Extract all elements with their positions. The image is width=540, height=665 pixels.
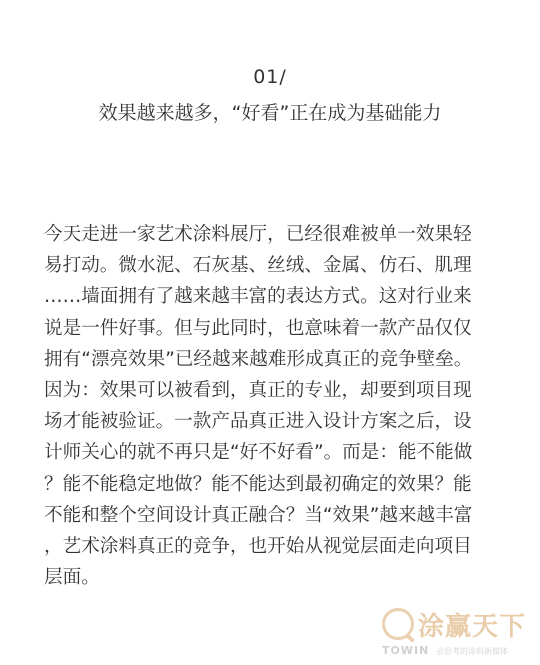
- paragraph-line: 不能和整个空间设计真正融合？当“效果”越来越丰富: [44, 504, 473, 526]
- paragraph-line: ？能不能稳定地做？能不能达到最初确定的效果？能: [44, 473, 472, 495]
- paragraph-line: ，艺术涂料真正的竞争，也开始从视觉层面走向项目: [44, 536, 472, 558]
- towin-watermark: [382, 606, 532, 658]
- watermark-brand-en: TOWIN: [382, 644, 430, 657]
- paragraph-line: 计师关心的就不再只是“好不好看”。而是：能不能做: [44, 442, 473, 464]
- paragraph-line: 场才能被验证。一款产品真正进入设计方案之后，设: [44, 411, 472, 433]
- paragraph-line: 拥有“漂亮效果”已经越来越难形成真正的竞争壁垒。: [44, 348, 473, 370]
- paragraph-line: 今天走进一家艺术涂料展厅，已经很难被单一效果轻: [44, 224, 472, 245]
- paragraph-line: 说是一件好事。但与此同时，也意味着一款产品仅仅: [44, 317, 472, 339]
- towin-logo-icon: [382, 608, 414, 640]
- paragraph-line: ……墙面拥有了越来越丰富的表达方式。这对行业来: [44, 286, 472, 308]
- paragraph-line: 因为：效果可以被看到，真正的专业，却要到项目现: [44, 380, 472, 402]
- section-number: 01/: [253, 66, 287, 88]
- watermark-brand-cn: 涂赢天下: [418, 612, 527, 642]
- paragraph-line: 层面。: [44, 567, 100, 589]
- paragraph-line: 易打动。微水泥、石灰基、丝绒、金属、仿石、肌理: [44, 255, 472, 277]
- article-paragraph: [44, 219, 509, 593]
- section-title: 效果越来越多，“好看”正在成为基础能力: [98, 102, 442, 124]
- watermark-tagline: 会思考的涂料新媒体: [436, 647, 508, 656]
